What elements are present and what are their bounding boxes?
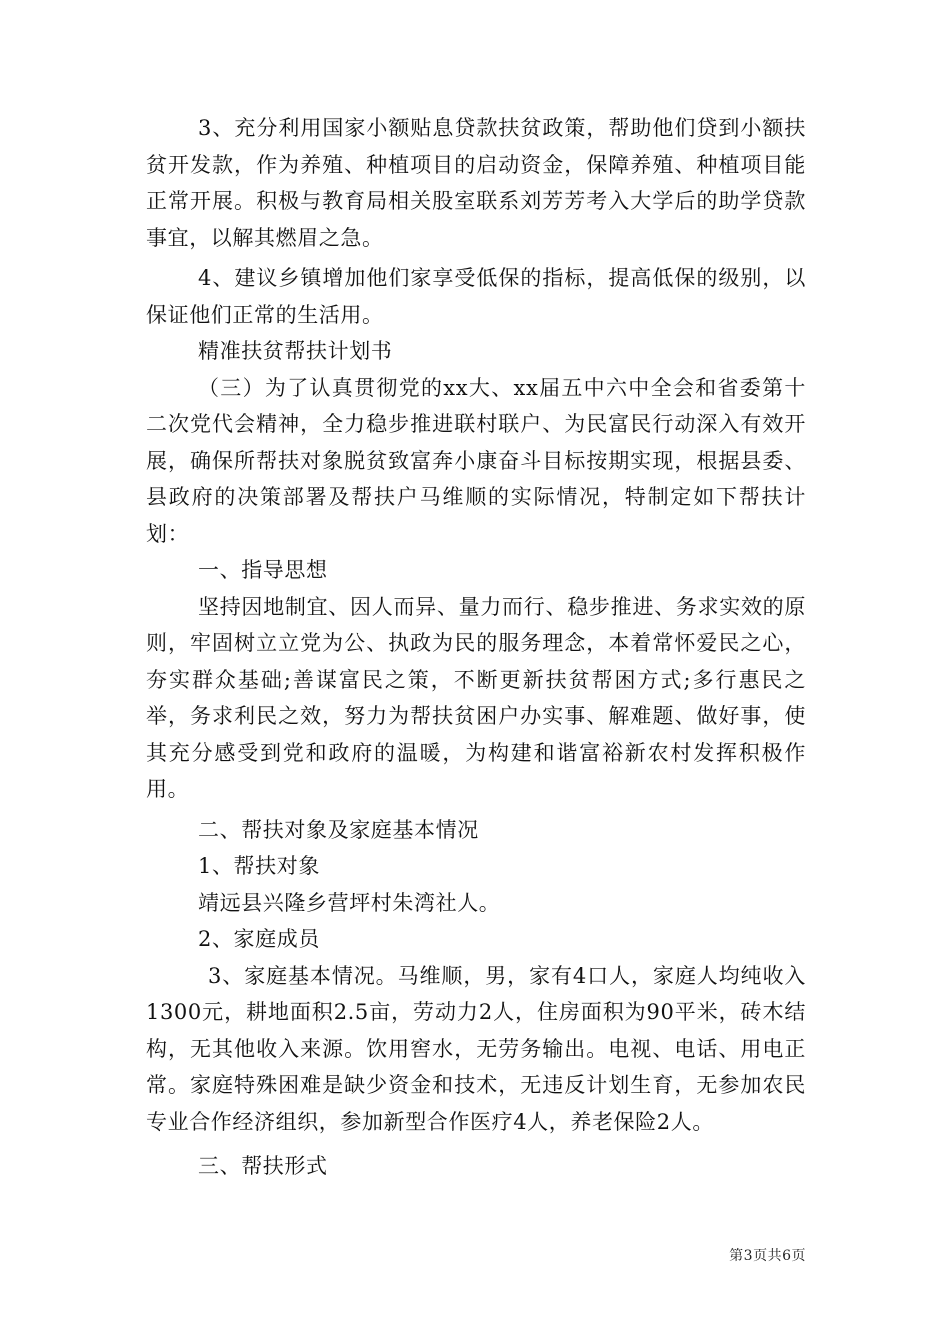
heading-target: 1、帮扶对象 bbox=[198, 854, 320, 878]
paragraph-low-income-subsidy: 4、建议乡镇增加他们家享受低保的指标，提高低保的级别，以保证他们正常的生活用。 bbox=[146, 266, 806, 327]
heading-target-family: 二、帮扶对象及家庭基本情况 bbox=[198, 817, 479, 842]
heading-assistance-form: 三、帮扶形式 bbox=[198, 1154, 328, 1178]
heading-family-members: 2、家庭成员 bbox=[198, 927, 320, 951]
document-body bbox=[146, 110, 806, 1185]
section-title-plan: 精准扶贫帮扶计划书 bbox=[198, 339, 393, 363]
paragraph-guiding-ideology: 坚持因地制宜、因人而异、量力而行、稳步推进、务求实效的原则，牢固树立立党为公、执政为民的服务理念，本着常怀爱民之心，夯实群众基础;善谋富民之策，不断更新扶贫帮困方式;多行惠民之举，务求利民之效，努力为帮扶贫困户办实事、解难题、做好事，使其充分感受到党和政府的温暖，为构建和谐富裕新农村发挥积极作用。 bbox=[146, 594, 806, 801]
paragraph-plan-intro: （三）为了认真贯彻党的xx大、xx届五中六中全会和省委第十二次党代会精神，全力稳步推进联村联户、为民富民行动深入有效开展，确保所帮扶对象脱贫致富奔小康奋斗目标按期实现，根据县委、县政府的决策部署及帮扶户马维顺的实际情况，特制定如下帮扶计划： bbox=[146, 375, 806, 546]
paragraph-family-situation: 3、家庭基本情况。马维顺，男，家有4口人，家庭人均纯收入1300元，耕地面积2.5亩，劳动力2人，住房面积为90平米，砖木结构，无其他收入来源。饮用窖水，无劳务输出。电视、电话、用电正常。家庭特殊困难是缺少资金和技术，无违反计划生育，无参加农民专业合作经济组织，参加新型合作医疗4人，养老保险2人。 bbox=[146, 963, 806, 1134]
paragraph-target-address: 靖远县兴隆乡营坪村朱湾社人。 bbox=[198, 890, 501, 915]
paragraph-loan-policy: 3、充分利用国家小额贴息贷款扶贫政策，帮助他们贷到小额扶贫开发款，作为养殖、种植项目的启动资金，保障养殖、种植项目能正常开展。积极与教育局相关股室联系刘芳芳考入大学后的助学贷款事宜，以解其燃眉之急。 bbox=[146, 116, 806, 250]
page-number: 第3页共6页 bbox=[729, 1248, 806, 1264]
heading-guiding-ideology: 一、指导思想 bbox=[198, 558, 328, 582]
